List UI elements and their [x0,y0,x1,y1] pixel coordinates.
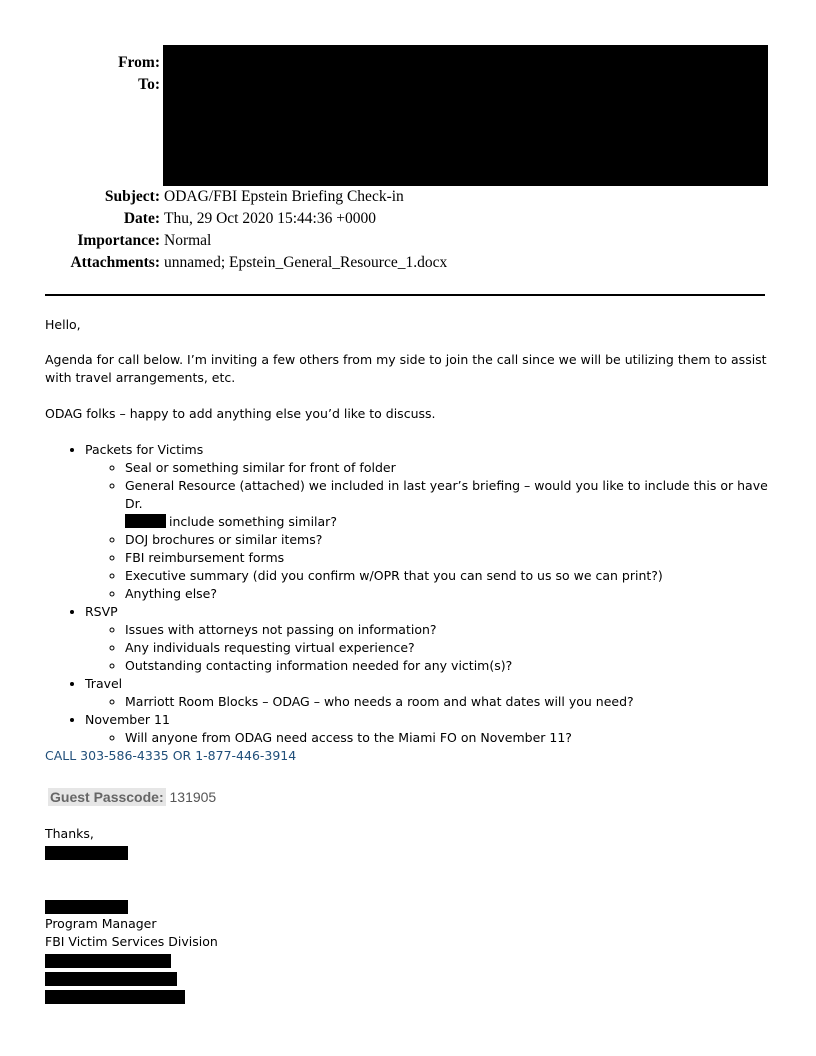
agenda-item-november [85,711,770,747]
importance-value: Normal [164,232,212,249]
date-label: Date: [123,210,160,227]
sender-name-redaction [45,846,128,860]
list-item: ◦ Marriott Room Blocks – ODAG – who needs a room and what dates will you need? [125,693,770,711]
thanks: Thanks, [45,826,94,841]
from-label: From: [118,54,160,71]
agenda-item-travel [85,675,770,711]
list-item: ◦ Outstanding contacting information needed for any victim(s)? [125,657,770,675]
signature-line-redaction [45,954,171,968]
to-label: To: [138,76,160,93]
subject-value: ODAG/FBI Epstein Briefing Check-in [164,188,404,205]
list-item: ◦ Issues with attorneys not passing on information? [125,621,770,639]
attachments-label: Attachments: [70,254,160,271]
passcode-value: 131905 [169,789,217,805]
passcode-label: Guest Passcode: [50,789,164,805]
signature-name-redaction [45,900,128,914]
list-item: ◦ DOJ brochures or similar items? [125,531,770,549]
agenda-title: Travel [85,676,123,691]
importance-label: Importance: [77,232,160,249]
agenda-title: Packets for Victims [85,442,204,457]
agenda-list [45,441,770,747]
agenda-title: November 11 [85,712,170,727]
list-item: ◦ FBI reimbursement forms [125,549,770,567]
greeting: Hello, [45,317,81,332]
passcode-line [48,788,773,806]
subject-label: Subject: [104,188,160,205]
date-value: Thu, 29 Oct 2020 15:44:36 +0000 [164,210,376,227]
call-line: CALL 303-586-4335 OR 1-877-446-3914 [45,748,297,763]
list-item: ◦ Any individuals requesting virtual experience? [125,639,770,657]
attachments-value: unnamed; Epstein_General_Resource_1.docx [164,254,448,271]
list-item: ◦ Executive summary (did you confirm w/OPR that you can send to us so we can print?) [125,567,770,585]
odag-note: ODAG folks – happy to add anything else you’d like to discuss. [45,406,436,421]
name-redaction [125,514,166,528]
list-item: ◦ Will anyone from ODAG need access to the Miami FO on November 11? [125,729,770,747]
recipients-redaction [163,45,768,186]
header-divider [45,294,765,296]
signature-division: FBI Victim Services Division [45,934,218,949]
agenda-item-packets [85,441,770,603]
signature-title: Program Manager [45,916,157,931]
intro-paragraph: Agenda for call below. I’m inviting a few others from my side to join the call since we will be utilizing them to assist with travel arrangements, etc. [45,352,767,385]
signature-line-redaction [45,972,177,986]
agenda-item-rsvp [85,603,770,675]
list-item: ◦ Anything else? [125,585,770,603]
list-item: ◦ General Resource (attached) we included in last year’s briefing – would you like to include this or have Dr. include something similar? [125,477,770,531]
signature-line-redaction [45,990,185,1004]
list-item: ◦ Seal or something similar for front of folder [125,459,770,477]
agenda-title: RSVP [85,604,118,619]
